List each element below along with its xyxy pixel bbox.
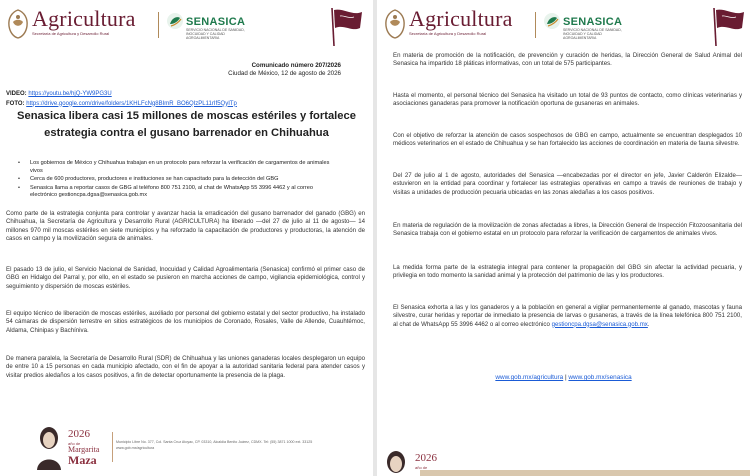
flag-decoration-icon bbox=[326, 6, 366, 48]
agency-name: SENASICA bbox=[186, 16, 246, 28]
contact-paragraph-text: El Senasica exhorta a las y los ganaderos y a la población en general a vigilar permanentemente al ganado, mascotas y fauna silvestre, curar heridas y reportar de inmediato la presencia de larvas o gusaneras, a través de la línea telefónica 800 751 2100, al chat de WhatsApp 55 3996 4462 o al correo electrónico bbox=[393, 304, 742, 328]
page-two bbox=[377, 0, 750, 476]
body-paragraph: De manera paralela, la Secretaría de Desarrollo Rural (SDR) de Chihuahua y las uniones ganaderas locales desplegaron un equipo de entre 10 a 15 personas en cada municipio afectado, con el fin de apoyar a la autoridad sanitaria federal para atender casos y visitar predios aledaños a los casos positivos, a fin de detectar oportunamente la presencia de la plaga. bbox=[6, 355, 365, 379]
photo-label: FOTO: bbox=[6, 100, 25, 107]
brand-subtitle: Secretaría de Agricultura y Desarrollo Rural bbox=[409, 31, 487, 36]
key-points-list bbox=[30, 160, 339, 201]
video-label: VIDEO: bbox=[6, 91, 27, 97]
body-paragraph: El pasado 13 de julio, el Servicio Nacional de Sanidad, Inocuidad y Calidad Agroalimentaria (Senasica) confirmó el primer caso de GBG en Hidalgo del Parral y, por ello, en el estado se pusieron en marcha acciones de campo, vigilancia epidemiológica, control y seguimiento y dispersión de moscas estériles. bbox=[6, 266, 365, 290]
page-header bbox=[383, 6, 744, 44]
national-emblem-icon bbox=[383, 8, 407, 40]
body-paragraph: En materia de promoción de la notificación, de prevención y curación de heridas, la Dirección General de Salud Animal del Senasica ha impartido 18 pláticas informativas, con un total de 575 participantes. bbox=[393, 52, 742, 68]
commemorative-year: 2026 bbox=[415, 452, 437, 464]
senasica-emblem-icon bbox=[543, 12, 561, 30]
commemorative-subtitle: año de bbox=[68, 441, 81, 446]
commemorative-first-name: Margarita bbox=[68, 445, 100, 454]
key-point: • Cerca de 600 productores, productores e instituciones se han capacitado para la detección del GBG bbox=[30, 176, 339, 184]
brand-name: Agricultura bbox=[32, 6, 136, 31]
contact-email-link[interactable]: gestioncpa.dgsa@senasica.gob.mx bbox=[551, 320, 648, 328]
header-divider bbox=[158, 12, 159, 38]
release-title: Senasica libera casi 15 millones de moscas estériles y fortalece estrategia contra el gusano barrenador en Chihuahua bbox=[17, 110, 356, 139]
national-emblem-icon bbox=[6, 8, 30, 40]
body-paragraph: Del 27 de julio al 1 de agosto, autoridades del Senasica —encabezadas por el director en jefe, Javier Calderón Elizalde— estuvieron en la entidad para coordinar y fortalecer las estrategias operativas en campo a través de reuniones de trabajo y visitas a unidades de producción pecuaria ubicadas en las zonas aledañas a los casos positivos. bbox=[393, 172, 742, 196]
key-point: • Senasica llama a reportar casos de GBG al teléfono 800 751 2100, al chat de WhatsApp 55 3996 4462 y al correo electrónico gestioncpa.dgsa@senasica.gob.mx bbox=[30, 185, 339, 200]
commemorative-year-logo bbox=[34, 424, 114, 474]
commemorative-last-name: Maza bbox=[68, 453, 97, 467]
media-links bbox=[6, 90, 237, 109]
body-paragraph: La medida forma parte de la estrategia integral para contener la propagación del GBG sin afectar la actividad pecuaria, y privilegia en todo momento la sanidad animal y la protección del patrimonio de las y los productores. bbox=[393, 264, 742, 280]
footer-website: www.gob.mx/agricultura bbox=[116, 445, 155, 450]
footer-band bbox=[420, 470, 750, 476]
senasica-emblem-icon bbox=[166, 12, 184, 30]
key-point: • Los gobiernos de México y Chihuahua trabajan en un protocolo para reforzar la verificación de cargamentos de animales vivos bbox=[30, 160, 339, 175]
footer-divider bbox=[112, 432, 113, 462]
agency-subtitle: SERVICIO NACIONAL DE SANIDAD, INOCUIDAD Y CALIDAD AGROALIMENTARIA bbox=[186, 28, 245, 40]
footer-links bbox=[377, 374, 750, 381]
page-one bbox=[0, 0, 373, 476]
portrait-icon bbox=[381, 448, 411, 476]
release-meta bbox=[228, 62, 341, 78]
header-divider bbox=[535, 12, 536, 38]
body-paragraph bbox=[393, 304, 742, 329]
body-paragraph: El equipo técnico de liberación de moscas estériles, auxiliado por personal del gobierno estatal y del sector productivo, ha instalado 54 cámaras de dispersión terrestre en sitios estratégicos de los municipios de Coronado, Rosales, Valle de Allende, Cuauhtémoc, Aldama, Chinipas y Bachíniva. bbox=[6, 310, 365, 334]
body-paragraph: Con el objetivo de reforzar la atención de casos sospechosos de GBG en campo, actualmente se encuentran desplegados 10 médicos veterinarios en el estado de Chihuahua y se han fortalecido las acciones de coordinación en materia de fauna silvestre. bbox=[393, 132, 742, 148]
video-link[interactable]: https://youtu.be/hjQ-YW9PG3U bbox=[28, 91, 112, 97]
senasica-site-link[interactable]: www.gob.mx/senasica bbox=[568, 374, 632, 381]
link-separator: | bbox=[564, 374, 567, 381]
photo-link[interactable]: https://drive.google.com/drive/folders/1KHLFcNg8BImR_BO6QIzPL11rIf5QyITp bbox=[26, 100, 237, 107]
flag-decoration-icon bbox=[708, 6, 748, 48]
commemorative-year: 2026 bbox=[68, 428, 90, 440]
body-paragraph: En materia de regulación de la movilización de zonas afectadas a libres, la Dirección General de Inspección Fitozoosanitaria del Senasica trabaja con el gobierno estatal en un protocolo para reforzar la verificación de cargamentos de animales vivos. bbox=[393, 222, 742, 238]
agricultura-logo bbox=[409, 7, 513, 37]
body-paragraph: Como parte de la estrategia conjunta para controlar y avanzar hacia la erradicación del gusano barrenador del ganado (GBG) en Chihuahua, la Secretaría de Agricultura y Desarrollo Rural (AGRICULTURA) ha liberado —del 27 de julio al 11 de agosto— 14 millones 970 mil moscas estériles en siete municipios y ha reforzado la capacitación de productores y productoras, la atención de casos en campo y la movilización segura de animales. bbox=[6, 210, 365, 242]
commemorative-subtitle: año de bbox=[415, 465, 428, 470]
portrait-icon bbox=[34, 424, 64, 470]
paragraph-end: . bbox=[647, 320, 650, 328]
footer-address bbox=[116, 440, 326, 451]
body-paragraph: Hasta el momento, el personal técnico del Senasica ha visitado un total de 93 puntos de contacto, como clínicas veterinarias y asociaciones ganaderas para promover la notificación oportuna de gusaneras en animales. bbox=[393, 92, 742, 108]
agency-subtitle: SERVICIO NACIONAL DE SANIDAD, INOCUIDAD Y CALIDAD AGROALIMENTARIA bbox=[563, 28, 622, 40]
page-header bbox=[6, 6, 367, 44]
release-number: Comunicado número 207/2026 bbox=[251, 62, 341, 69]
address-text: Municipio Libre No. 377, Col. Santa Cruz Atoyac, CP. 03310, Alcaldía Benito Juárez, CDMX. Tel: (55) 3871 1000 ext. 33125 bbox=[116, 440, 313, 444]
release-date: Ciudad de México, 12 de agosto de 2026 bbox=[228, 70, 341, 77]
brand-name: Agricultura bbox=[409, 6, 513, 31]
agricultura-site-link[interactable]: www.gob.mx/agricultura bbox=[495, 374, 564, 381]
brand-subtitle: Secretaría de Agricultura y Desarrollo Rural bbox=[32, 31, 110, 36]
agency-name: SENASICA bbox=[563, 16, 623, 28]
agricultura-logo bbox=[32, 7, 136, 37]
